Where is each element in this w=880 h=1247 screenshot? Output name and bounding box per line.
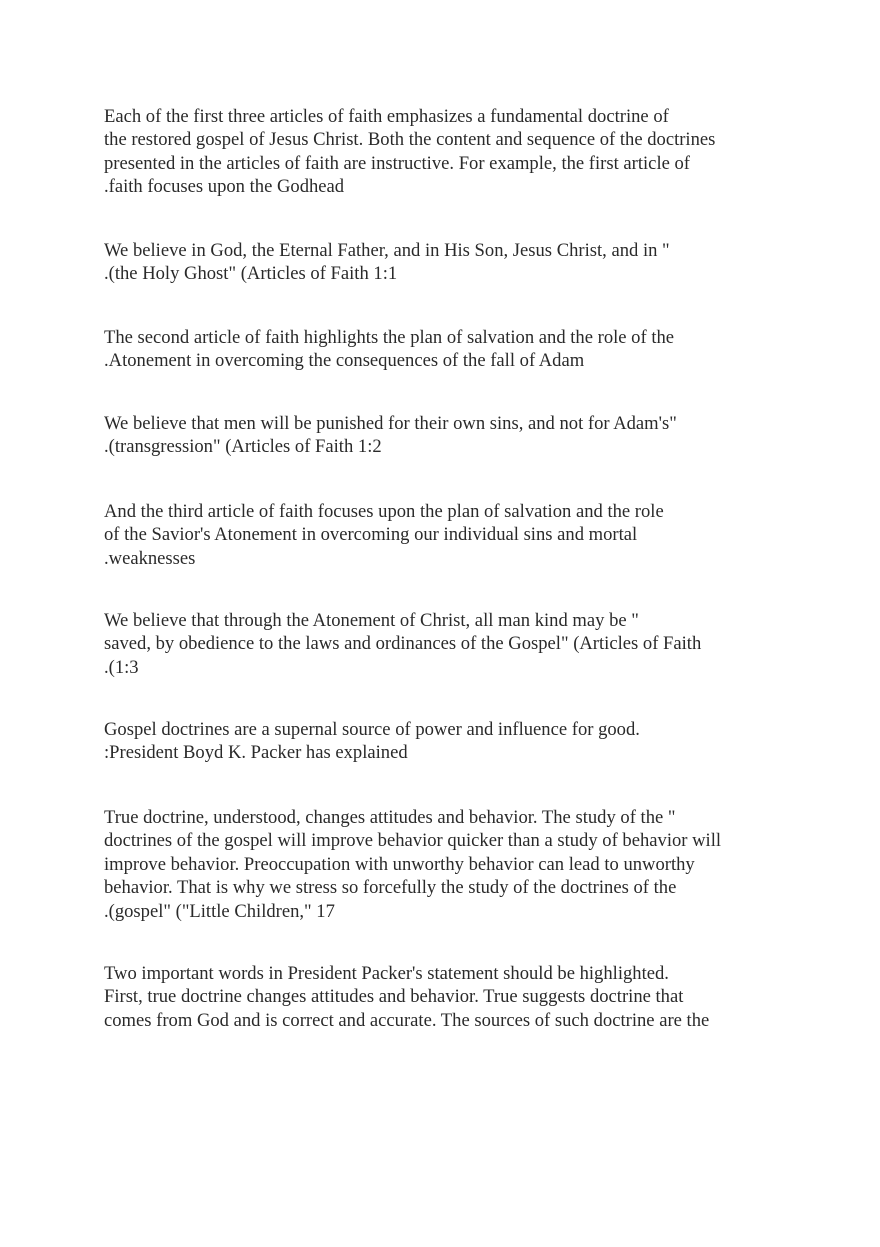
text-line: presented in the articles of faith are instructive. For example, the first article of: [104, 152, 690, 174]
paragraph-intro: [104, 105, 804, 199]
paragraph-third-article: [104, 500, 804, 570]
paragraph-gospel-doctrines: [104, 718, 804, 765]
text-line: And the third article of faith focuses upon the plan of salvation and the role: [104, 501, 664, 522]
text-line: saved, by obedience to the laws and ordinances of the Gospel" (Articles of Faith: [104, 633, 702, 655]
text-line: The second article of faith highlights the plan of salvation and the role of the: [104, 327, 675, 348]
text-line: We believe that through the Atonement of Christ, all man kind may be ": [104, 610, 639, 631]
text-line: .Atonement in overcoming the consequences of the fall of Adam: [104, 350, 585, 372]
text-line: comes from God and is correct and accurate. The sources of such doctrine are the: [104, 1009, 710, 1031]
text-line: .(the Holy Ghost" (Articles of Faith 1:1: [104, 263, 398, 285]
text-line: Each of the first three articles of faith emphasizes a fundamental doctrine of: [104, 106, 669, 127]
quote-article-1: [104, 239, 804, 286]
paragraph-two-words: [104, 962, 804, 1032]
paragraph-second-article: [104, 326, 804, 373]
text-line: .(transgression" (Articles of Faith 1:2: [104, 436, 382, 458]
text-line: First, true doctrine changes attitudes and behavior. True suggests doctrine that: [104, 986, 684, 1008]
text-line: .weaknesses: [104, 547, 196, 569]
quote-article-2: [104, 412, 804, 459]
text-line: of the Savior's Atonement in overcoming our individual sins and mortal: [104, 524, 638, 546]
quote-article-3: [104, 609, 804, 679]
text-line: :President Boyd K. Packer has explained: [104, 742, 408, 764]
text-line: doctrines of the gospel will improve behavior quicker than a study of behavior will: [104, 830, 722, 852]
text-line: .faith focuses upon the Godhead: [104, 176, 345, 198]
text-line: .(gospel" ("Little Children," 17: [104, 900, 335, 922]
text-line: improve behavior. Preoccupation with unworthy behavior can lead to unworthy: [104, 853, 695, 875]
quote-packer: [104, 806, 804, 923]
text-line: Gospel doctrines are a supernal source of power and influence for good.: [104, 719, 640, 740]
text-line: True doctrine, understood, changes attitudes and behavior. The study of the ": [104, 807, 676, 828]
text-line: behavior. That is why we stress so forcefully the study of the doctrines of the: [104, 877, 677, 899]
text-line: We believe in God, the Eternal Father, and in His Son, Jesus Christ, and in ": [104, 240, 670, 261]
text-line: We believe that men will be punished for their own sins, and not for Adam's": [104, 413, 677, 434]
text-line: Two important words in President Packer's statement should be highlighted.: [104, 963, 669, 984]
text-line: .(1:3: [104, 656, 139, 678]
text-line: the restored gospel of Jesus Christ. Both the content and sequence of the doctrines: [104, 129, 716, 151]
